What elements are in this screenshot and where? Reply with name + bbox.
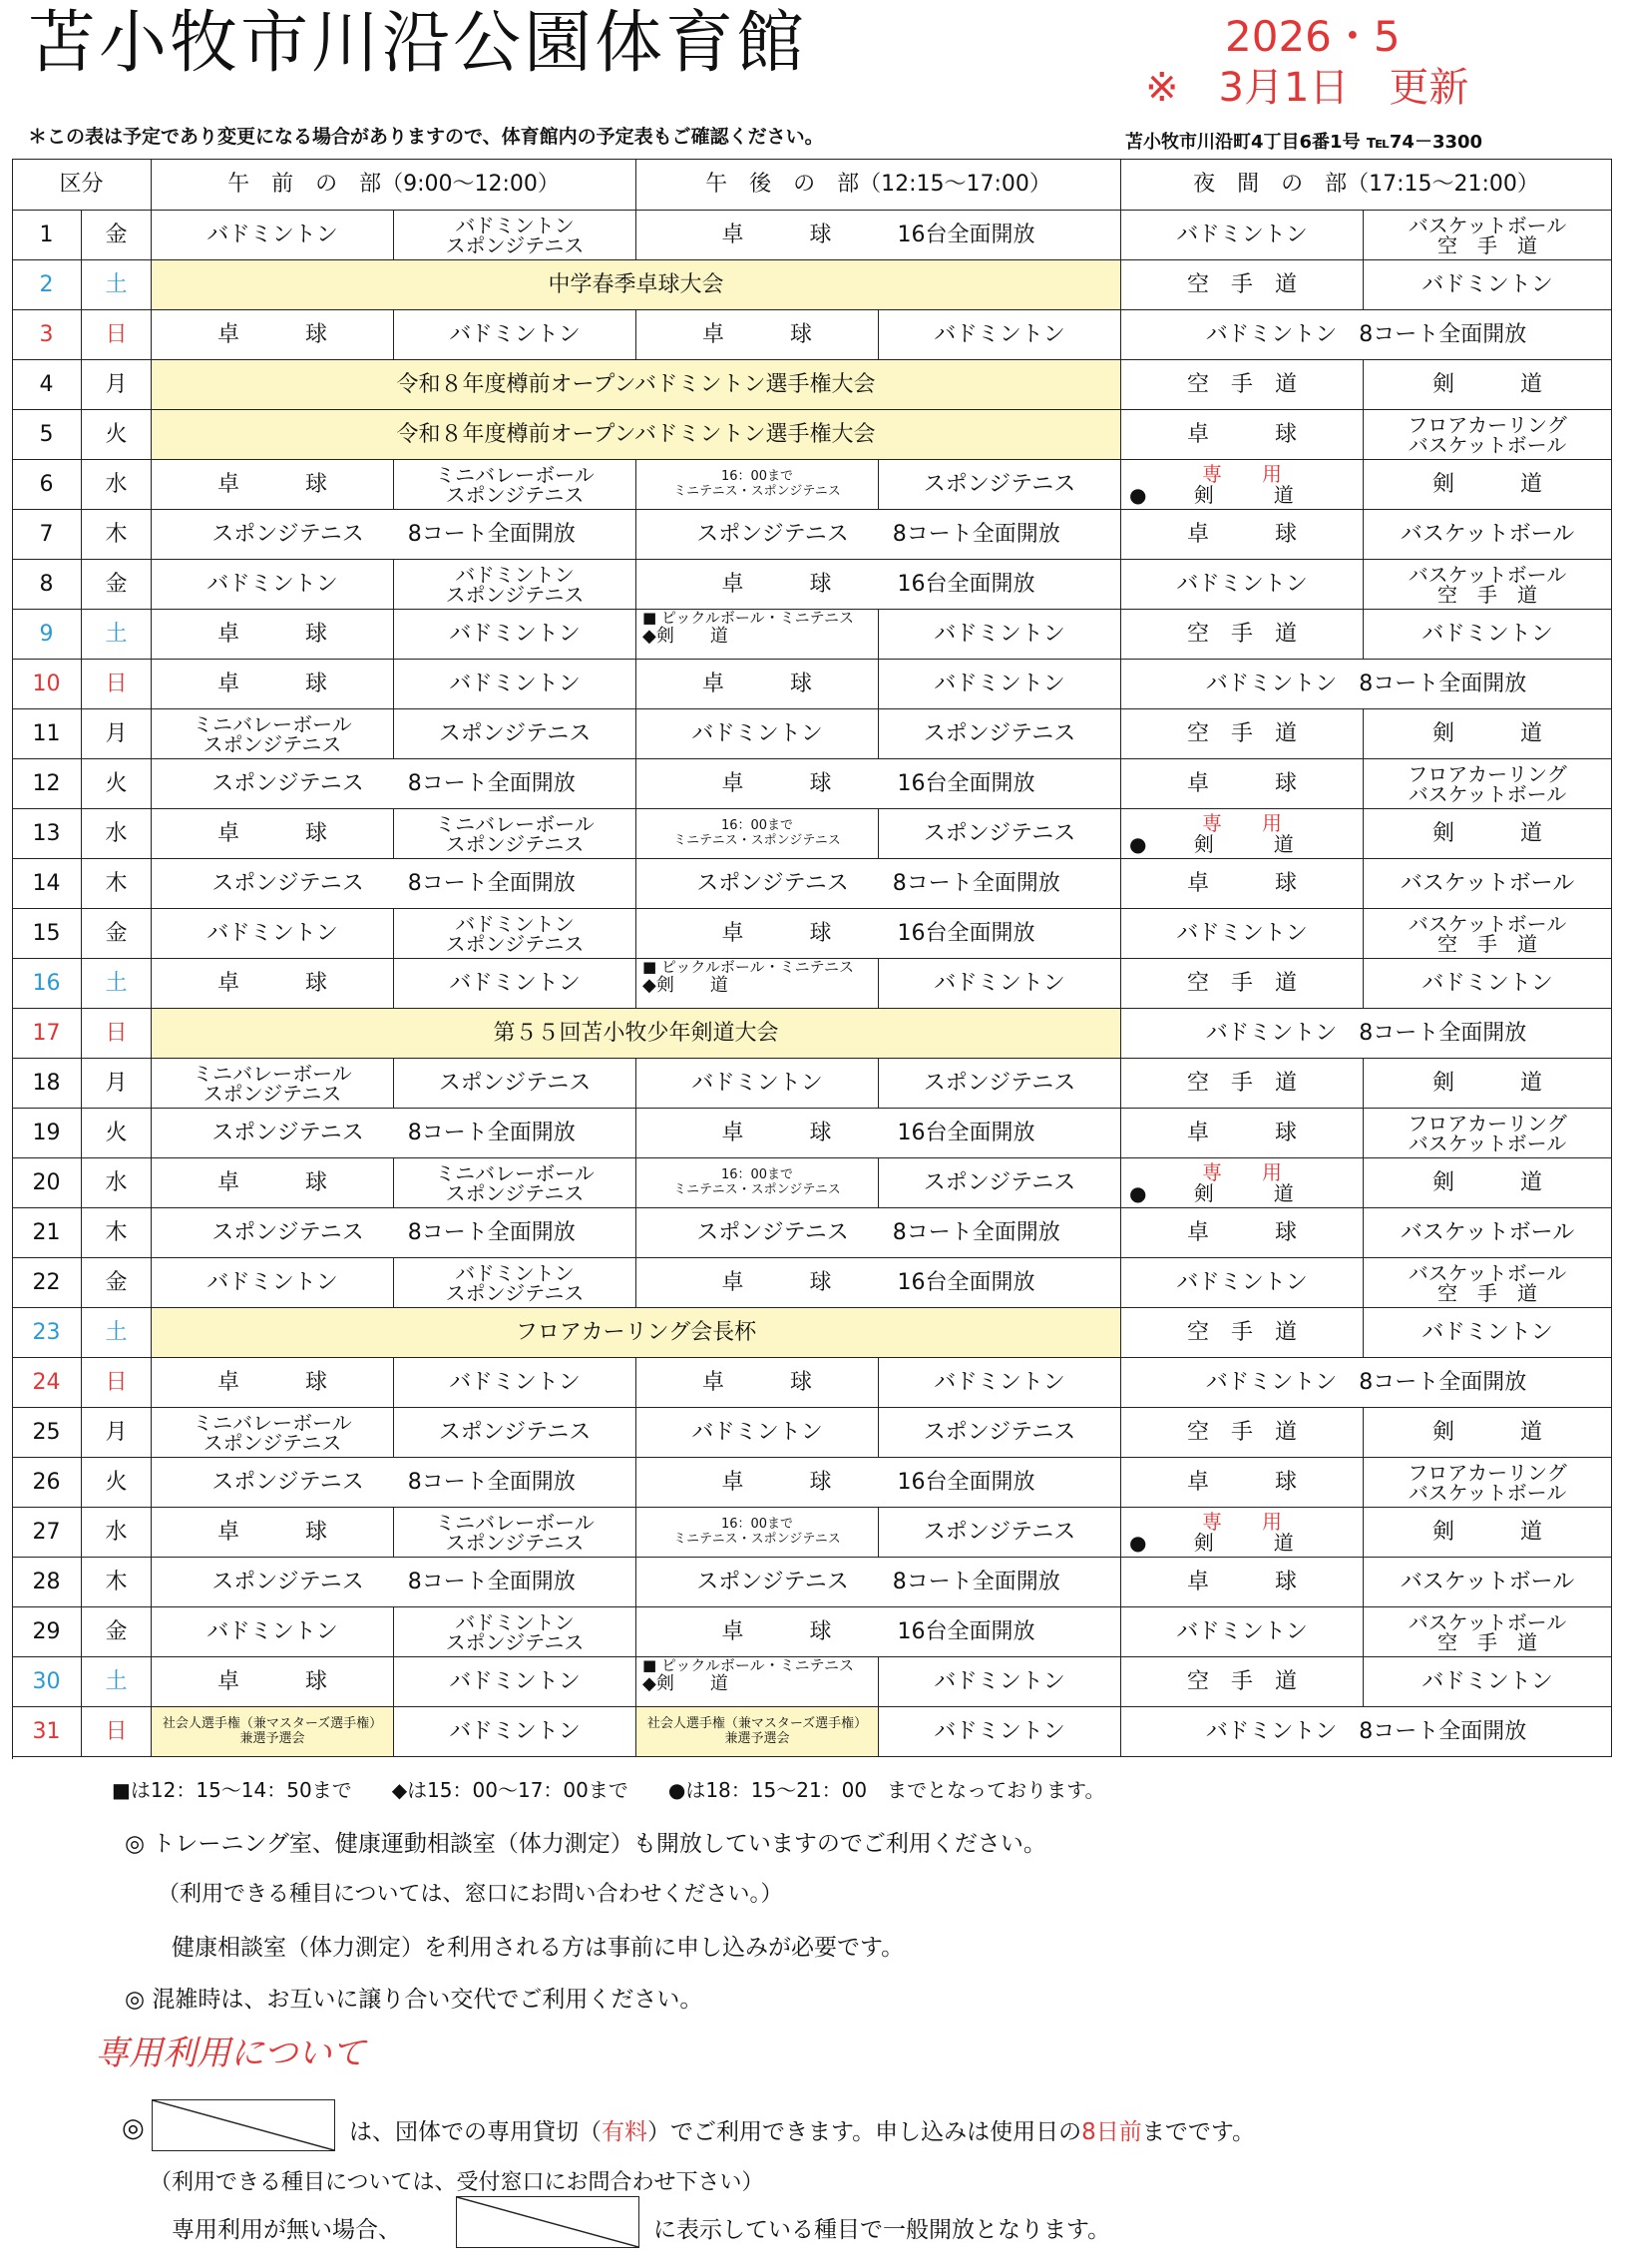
activity-cell: バドミントン <box>394 1657 636 1707</box>
activity-cell: バドミントン スポンジテニス <box>394 560 636 610</box>
activity-cell: スポンジテニス 8コート全面開放 <box>152 1458 636 1508</box>
activity-cell: フロアカーリング バスケットボール <box>1364 410 1612 460</box>
activity-cell: ミニバレーボール スポンジテニス <box>394 460 636 510</box>
schedule-notice: ＊この表は予定であり変更になる場合がありますので、体育館内の予定表もご確認ください。 <box>28 126 824 148</box>
day-number: 20 <box>12 1158 82 1208</box>
activity-cell: バドミントン <box>879 1707 1121 1757</box>
activity-cell: 16：00まで ミニテニス・スポンジテニス <box>636 809 879 859</box>
weekday: 月 <box>82 1059 152 1109</box>
activity-cell: バドミントン <box>636 709 879 759</box>
weekday: 金 <box>82 1258 152 1308</box>
activity-cell: バドミントン <box>152 560 394 610</box>
activity-cell: 社会人選手権（兼マスターズ選手権） 兼選予選会 <box>152 1707 394 1757</box>
activity-cell: バドミントン <box>879 660 1121 709</box>
activity-cell: 空 手 道 <box>1121 1408 1364 1458</box>
day-number: 21 <box>12 1208 82 1258</box>
day-number: 29 <box>12 1607 82 1657</box>
update-date: ※ 3月1日 更新 <box>1145 65 1469 111</box>
activity-cell: 卓 球 <box>636 310 879 360</box>
note-training-room: ◎ トレーニング室、健康運動相談室（体力測定）も開放していますのでご利用ください。 <box>125 1831 1046 1857</box>
weekday: 月 <box>82 360 152 410</box>
exclusive-text-mid: ）でご利用できます。申し込みは使用日の <box>647 2119 1082 2145</box>
activity-cell: 卓 球 <box>1121 1208 1364 1258</box>
weekday: 月 <box>82 1408 152 1458</box>
weekday: 土 <box>82 260 152 310</box>
exclusive-inquiry: （利用できる種目については、受付窓口にお問合わせ下さい） <box>150 2170 764 2195</box>
day-number: 16 <box>12 959 82 1009</box>
activity-cell: 剣 道 <box>1364 460 1612 510</box>
activity-cell: ミニバレーボール スポンジテニス <box>152 1059 394 1109</box>
activity-cell: 卓 球 <box>152 310 394 360</box>
day-number: 19 <box>12 1109 82 1158</box>
day-number: 12 <box>12 759 82 809</box>
activity-cell: バドミントン <box>1121 1258 1364 1308</box>
activity-cell: バドミントン <box>1121 909 1364 959</box>
activity-cell: バスケットボール 空 手 道 <box>1364 909 1612 959</box>
exclusive-use-heading: 専用利用について <box>95 2034 366 2073</box>
activity-cell: スポンジテニス 8コート全面開放 <box>152 859 636 909</box>
exclusive-mark: ◎ <box>122 2113 145 2143</box>
day-number: 15 <box>12 909 82 959</box>
activity-cell: バスケットボール <box>1364 1558 1612 1607</box>
day-number: 18 <box>12 1059 82 1109</box>
activity-cell: 空 手 道 <box>1121 1308 1364 1358</box>
activity-cell: バドミントン <box>394 1358 636 1408</box>
activity-cell: バドミントン 8コート全面開放 <box>1121 1707 1612 1757</box>
activity-cell: 卓 球 16台全面開放 <box>636 1458 1121 1508</box>
general-open-text: に表示している種目で一般開放となります。 <box>653 2217 1111 2243</box>
activity-cell: 卓 球 <box>1121 759 1364 809</box>
weekday: 木 <box>82 859 152 909</box>
dot-marker: ● <box>1129 831 1147 856</box>
pickleball-line: ■ ピックルボール・ミニテニス <box>642 959 854 976</box>
activity-cell: バドミントン <box>1121 1607 1364 1657</box>
activity-cell: バドミントン 8コート全面開放 <box>1121 660 1612 709</box>
schedule-table <box>12 159 1612 1759</box>
day-number: 5 <box>12 410 82 460</box>
exclusive-label: 専 用 <box>1202 461 1282 486</box>
activity-cell: バドミントン スポンジテニス <box>394 1607 636 1657</box>
exclusive-use-cell <box>1121 809 1364 859</box>
day-number: 3 <box>12 310 82 360</box>
exclusive-detail <box>1129 1180 1355 1205</box>
day-number: 30 <box>12 1657 82 1707</box>
year-month: 2026・5 <box>1225 12 1401 61</box>
activity-cell: 卓 球 <box>152 460 394 510</box>
activity-cell: バドミントン スポンジテニス <box>394 211 636 260</box>
activity-cell: 卓 球 <box>152 610 394 660</box>
activity-cell: スポンジテニス <box>879 1158 1121 1208</box>
activity-cell: フロアカーリング バスケットボール <box>1364 759 1612 809</box>
activity-cell: バドミントン <box>879 1358 1121 1408</box>
activity-cell: 空 手 道 <box>1121 959 1364 1009</box>
weekday: 日 <box>82 1707 152 1757</box>
activity-cell: スポンジテニス <box>394 1059 636 1109</box>
activity-cell: 空 手 道 <box>1121 1059 1364 1109</box>
weekday: 金 <box>82 909 152 959</box>
activity-cell: バドミントン スポンジテニス <box>394 1258 636 1308</box>
weekday: 金 <box>82 211 152 260</box>
activity-cell: フロアカーリング会長杯 <box>152 1308 1121 1358</box>
activity-cell: 空 手 道 <box>1121 709 1364 759</box>
activity-cell: 剣 道 <box>1364 1508 1612 1558</box>
activity-cell: 剣 道 <box>1364 360 1612 410</box>
activity-cell: バドミントン <box>1364 610 1612 660</box>
activity-cell: 16：00まで ミニテニス・スポンジテニス <box>636 460 879 510</box>
weekday: 土 <box>82 1308 152 1358</box>
activity-cell: ミニバレーボール スポンジテニス <box>394 1508 636 1558</box>
weekday: 日 <box>82 1358 152 1408</box>
activity-cell: 卓 球 <box>152 1508 394 1558</box>
day-number: 13 <box>12 809 82 859</box>
weekday: 火 <box>82 1109 152 1158</box>
weekday: 木 <box>82 510 152 560</box>
activity-cell: 卓 球 <box>1121 1458 1364 1508</box>
note-inquiry: （利用できる種目については、窓口にお問い合わせください。） <box>158 1882 783 1907</box>
kendo-line: ◆剣 道 <box>642 625 728 647</box>
activity-cell: スポンジテニス 8コート全面開放 <box>636 510 1121 560</box>
activity-cell: 卓 球 <box>1121 510 1364 560</box>
weekday: 火 <box>82 410 152 460</box>
activity-cell: バドミントン <box>1364 959 1612 1009</box>
activity-cell: バドミントン <box>152 909 394 959</box>
activity-cell: 卓 球 16台全面開放 <box>636 211 1121 260</box>
activity-cell: 中学春季卓球大会 <box>152 260 1121 310</box>
activity-cell: 空 手 道 <box>1121 360 1364 410</box>
activity-cell: バドミントン <box>879 310 1121 360</box>
activity-cell: 卓 球 16台全面開放 <box>636 1258 1121 1308</box>
activity-cell: 卓 球 16台全面開放 <box>636 909 1121 959</box>
activity-cell: 剣 道 <box>1364 1158 1612 1208</box>
header-afternoon: 午 後 の 部（12:15～17:00） <box>636 159 1121 211</box>
day-number: 31 <box>12 1707 82 1757</box>
activity-cell: バドミントン <box>636 1059 879 1109</box>
activity-cell: 卓 球 <box>152 1358 394 1408</box>
weekday: 水 <box>82 1158 152 1208</box>
page-title: 苫小牧市川沿公園体育館 <box>28 4 808 83</box>
weekday: 日 <box>82 310 152 360</box>
activity-cell: スポンジテニス 8コート全面開放 <box>636 1558 1121 1607</box>
activity-cell: 卓 球 <box>1121 859 1364 909</box>
weekday: 土 <box>82 610 152 660</box>
activity-cell: バドミントン <box>879 610 1121 660</box>
activity-cell: バドミントン <box>152 211 394 260</box>
activity-cell: バドミントン <box>636 1408 879 1458</box>
weekday: 月 <box>82 709 152 759</box>
weekday: 水 <box>82 1508 152 1558</box>
activity-cell: バスケットボール <box>1364 1208 1612 1258</box>
activity-cell: スポンジテニス 8コート全面開放 <box>152 1208 636 1258</box>
day-number: 17 <box>12 1009 82 1059</box>
day-number: 25 <box>12 1408 82 1458</box>
activity-cell: 剣 道 <box>1364 709 1612 759</box>
address: 苫小牧市川沿町4丁目6番1号 ℡74－3300 <box>1125 132 1483 153</box>
activity-cell: 16：00まで ミニテニス・スポンジテニス <box>636 1508 879 1558</box>
weekday: 水 <box>82 809 152 859</box>
activity-cell: 卓 球 <box>1121 410 1364 460</box>
activity-cell: スポンジテニス <box>879 460 1121 510</box>
header-category: 区分 <box>12 159 152 211</box>
deadline-label: 8日前 <box>1081 2119 1142 2145</box>
activity-cell: スポンジテニス 8コート全面開放 <box>152 1558 636 1607</box>
activity-cell: バドミントン <box>394 959 636 1009</box>
activity-cell: バドミントン <box>1364 1657 1612 1707</box>
activity-cell: バスケットボール 空 手 道 <box>1364 1258 1612 1308</box>
activity-cell: 卓 球 <box>636 660 879 709</box>
paid-label: 有料 <box>602 2119 647 2145</box>
activity-cell: ミニバレーボール スポンジテニス <box>394 809 636 859</box>
weekday: 日 <box>82 1009 152 1059</box>
activity-cell: バドミントン <box>394 1707 636 1757</box>
dot-marker: ● <box>1129 482 1147 507</box>
activity-cell: 第５５回苫小牧少年剣道大会 <box>152 1009 1121 1059</box>
weekday: 木 <box>82 1208 152 1258</box>
activity-cell: フロアカーリング バスケットボール <box>1364 1458 1612 1508</box>
day-number: 22 <box>12 1258 82 1308</box>
weekday: 木 <box>82 1558 152 1607</box>
activity-cell: 令和８年度樽前オープンバドミントン選手権大会 <box>152 410 1121 460</box>
slashed-cell-swatch-2 <box>456 2196 639 2248</box>
activity-cell: スポンジテニス <box>394 1408 636 1458</box>
kendo-line: ◆剣 道 <box>642 1672 728 1694</box>
activity-cell: スポンジテニス <box>879 1059 1121 1109</box>
activity-cell: スポンジテニス <box>879 1408 1121 1458</box>
header-morning: 午 前 の 部（9:00～12:00） <box>152 159 636 211</box>
exclusive-detail <box>1129 482 1355 507</box>
activity-cell: 剣 道 <box>1364 1408 1612 1458</box>
kendo-label: 剣 道 <box>1193 831 1294 856</box>
activity-cell: 卓 球 16台全面開放 <box>636 759 1121 809</box>
activity-cell: バドミントン <box>1121 560 1364 610</box>
activity-cell: バドミントン <box>152 1258 394 1308</box>
activity-cell: 剣 道 <box>1364 809 1612 859</box>
day-number: 28 <box>12 1558 82 1607</box>
exclusive-use-cell <box>1121 460 1364 510</box>
activity-cell: バドミントン <box>152 1607 394 1657</box>
day-number: 10 <box>12 660 82 709</box>
kendo-label: 剣 道 <box>1193 1180 1294 1205</box>
activity-cell: バドミントン <box>879 1657 1121 1707</box>
activity-cell: ミニバレーボール スポンジテニス <box>152 709 394 759</box>
pickleball-line: ■ ピックルボール・ミニテニス <box>642 610 854 627</box>
activity-cell: スポンジテニス 8コート全面開放 <box>152 759 636 809</box>
activity-cell: フロアカーリング バスケットボール <box>1364 1109 1612 1158</box>
dot-marker: ● <box>1129 1180 1147 1205</box>
weekday: 水 <box>82 460 152 510</box>
activity-cell: バドミントン <box>1364 1308 1612 1358</box>
note-crowding: ◎ 混雑時は、お互いに譲り合い交代でご利用ください。 <box>125 1987 703 2013</box>
slashed-cell-swatch <box>152 2099 335 2151</box>
activity-cell: 卓 球 <box>152 959 394 1009</box>
weekday: 金 <box>82 560 152 610</box>
activity-cell: スポンジテニス 8コート全面開放 <box>152 510 636 560</box>
dot-marker: ● <box>1129 1530 1147 1555</box>
weekday: 土 <box>82 1657 152 1707</box>
exclusive-label: 専 用 <box>1202 1509 1282 1534</box>
day-number: 8 <box>12 560 82 610</box>
weekday: 金 <box>82 1607 152 1657</box>
weekday: 日 <box>82 660 152 709</box>
activity-cell: 16：00まで ミニテニス・スポンジテニス <box>636 1158 879 1208</box>
activity-cell: スポンジテニス 8コート全面開放 <box>152 1109 636 1158</box>
activity-cell: バドミントン 8コート全面開放 <box>1121 310 1612 360</box>
weekday: 火 <box>82 759 152 809</box>
activity-cell: スポンジテニス <box>394 709 636 759</box>
activity-cell: バスケットボール 空 手 道 <box>1364 560 1612 610</box>
activity-cell: 空 手 道 <box>1121 610 1364 660</box>
header-evening: 夜 間 の 部（17:15～21:00） <box>1121 159 1612 211</box>
activity-cell: 卓 球 16台全面開放 <box>636 560 1121 610</box>
activity-cell: スポンジテニス 8コート全面開放 <box>636 859 1121 909</box>
pickleball-line: ■ ピックルボール・ミニテニス <box>642 1657 854 1674</box>
activity-cell: バドミントン <box>1364 260 1612 310</box>
kendo-label: 剣 道 <box>1193 482 1294 507</box>
day-number: 27 <box>12 1508 82 1558</box>
exclusive-label: 専 用 <box>1202 1159 1282 1184</box>
activity-cell: バドミントン <box>394 310 636 360</box>
activity-cell: バスケットボール <box>1364 859 1612 909</box>
activity-cell: ミニバレーボール スポンジテニス <box>394 1158 636 1208</box>
activity-cell: 令和８年度樽前オープンバドミントン選手権大会 <box>152 360 1121 410</box>
activity-cell: ミニバレーボール スポンジテニス <box>152 1408 394 1458</box>
pickleball-cell <box>636 610 879 660</box>
day-number: 6 <box>12 460 82 510</box>
activity-cell: 卓 球 <box>636 1358 879 1408</box>
day-number: 23 <box>12 1308 82 1358</box>
activity-cell: バドミントン <box>394 660 636 709</box>
activity-cell: バドミントン <box>394 610 636 660</box>
note-health-room: 健康相談室（体力測定）を利用される方は事前に申し込みが必要です。 <box>172 1935 905 1961</box>
exclusive-detail <box>1129 1530 1355 1555</box>
day-number: 11 <box>12 709 82 759</box>
weekday: 土 <box>82 959 152 1009</box>
activity-cell: バスケットボール <box>1364 510 1612 560</box>
pickleball-cell <box>636 959 879 1009</box>
activity-cell: 卓 球 <box>1121 1558 1364 1607</box>
activity-cell: 卓 球 <box>152 809 394 859</box>
exclusive-detail <box>1129 831 1355 856</box>
activity-cell: スポンジテニス <box>879 809 1121 859</box>
activity-cell: 空 手 道 <box>1121 1657 1364 1707</box>
time-legend: ■は12：15～14：50まで ◆は15：00～17：00まで ●は18：15～21：00 までとなっております。 <box>112 1778 1105 1802</box>
activity-cell: 剣 道 <box>1364 1059 1612 1109</box>
activity-cell: スポンジテニス <box>879 1508 1121 1558</box>
activity-cell: バドミントン <box>1121 211 1364 260</box>
day-number: 4 <box>12 360 82 410</box>
activity-cell: 卓 球 16台全面開放 <box>636 1607 1121 1657</box>
activity-cell: バドミントン <box>879 959 1121 1009</box>
day-number: 7 <box>12 510 82 560</box>
activity-cell: スポンジテニス <box>879 709 1121 759</box>
activity-cell: 卓 球 <box>152 1158 394 1208</box>
activity-cell: バスケットボール 空 手 道 <box>1364 1607 1612 1657</box>
activity-cell: 卓 球 16台全面開放 <box>636 1109 1121 1158</box>
day-number: 1 <box>12 211 82 260</box>
day-number: 2 <box>12 260 82 310</box>
exclusive-use-cell <box>1121 1508 1364 1558</box>
activity-cell: 卓 球 <box>152 1657 394 1707</box>
exclusive-rental-text <box>349 2113 1255 2146</box>
kendo-label: 剣 道 <box>1193 1530 1294 1555</box>
day-number: 24 <box>12 1358 82 1408</box>
activity-cell: バドミントン 8コート全面開放 <box>1121 1358 1612 1408</box>
activity-cell: バドミントン 8コート全面開放 <box>1121 1009 1612 1059</box>
activity-cell: 社会人選手権（兼マスターズ選手権） 兼選予選会 <box>636 1707 879 1757</box>
kendo-line: ◆剣 道 <box>642 974 728 996</box>
no-exclusive-text: 専用利用が無い場合、 <box>172 2217 401 2243</box>
exclusive-label: 専 用 <box>1202 810 1282 835</box>
pickleball-cell <box>636 1657 879 1707</box>
day-number: 26 <box>12 1458 82 1508</box>
day-number: 9 <box>12 610 82 660</box>
exclusive-use-cell <box>1121 1158 1364 1208</box>
weekday: 火 <box>82 1458 152 1508</box>
exclusive-text-pre: は、団体での専用貸切（ <box>349 2119 602 2145</box>
activity-cell: 卓 球 <box>152 660 394 709</box>
activity-cell: バスケットボール 空 手 道 <box>1364 211 1612 260</box>
activity-cell: 卓 球 <box>1121 1109 1364 1158</box>
activity-cell: 空 手 道 <box>1121 260 1364 310</box>
activity-cell: バドミントン スポンジテニス <box>394 909 636 959</box>
activity-cell: スポンジテニス 8コート全面開放 <box>636 1208 1121 1258</box>
day-number: 14 <box>12 859 82 909</box>
exclusive-text-post: までです。 <box>1141 2119 1255 2145</box>
